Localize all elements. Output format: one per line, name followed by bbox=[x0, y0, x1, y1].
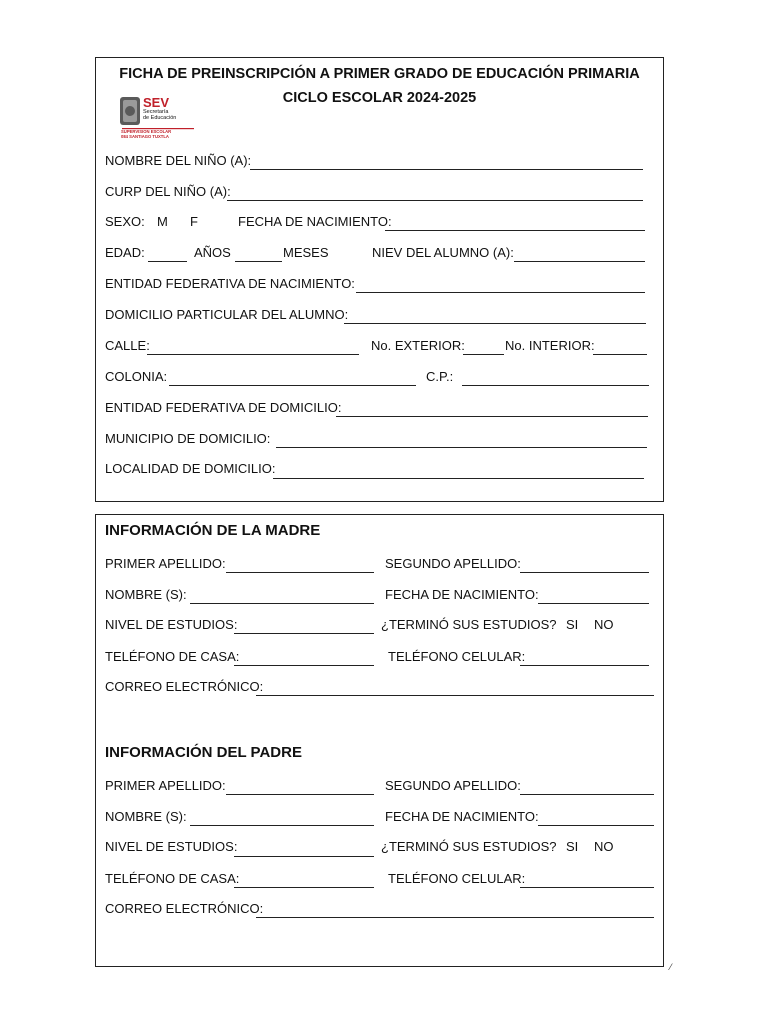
mother-birth-label: FECHA DE NACIMIENTO: bbox=[385, 587, 539, 602]
logo-sub2: 084 SANTIAGO TUXTLA bbox=[121, 134, 169, 139]
father-names-label: NOMBRE (S): bbox=[105, 809, 187, 824]
mother-cell-phone-label: TELÉFONO CELULAR: bbox=[388, 649, 526, 664]
home-state-label: ENTIDAD FEDERATIVA DE DOMICILIO: bbox=[105, 400, 342, 415]
page-edge-mark: ⁄ bbox=[670, 962, 672, 972]
father-email-label: CORREO ELECTRÓNICO: bbox=[105, 901, 264, 916]
years-label: AÑOS bbox=[194, 245, 231, 260]
zip-label: C.P.: bbox=[426, 369, 454, 384]
father-last2-label: SEGUNDO APELLIDO: bbox=[385, 778, 521, 793]
mother-email-label: CORREO ELECTRÓNICO: bbox=[105, 679, 264, 694]
birth-state-field[interactable] bbox=[356, 292, 645, 293]
birth-date-label: FECHA DE NACIMIENTO: bbox=[238, 214, 392, 229]
father-names-field[interactable] bbox=[190, 825, 374, 826]
logo-brand: SEV bbox=[143, 95, 170, 110]
father-last2-field[interactable] bbox=[520, 794, 654, 795]
mother-home-phone-field[interactable] bbox=[234, 665, 374, 666]
mother-last1-label: PRIMER APELLIDO: bbox=[105, 556, 226, 571]
father-finished-label: ¿TERMINÓ SUS ESTUDIOS? bbox=[381, 839, 557, 854]
mother-finished-label: ¿TERMINÓ SUS ESTUDIOS? bbox=[381, 617, 557, 632]
home-state-field[interactable] bbox=[336, 416, 648, 417]
mother-last2-field[interactable] bbox=[520, 572, 649, 573]
mother-names-field[interactable] bbox=[190, 603, 374, 604]
father-cell-phone-field[interactable] bbox=[520, 887, 654, 888]
father-last1-field[interactable] bbox=[226, 794, 374, 795]
street-field[interactable] bbox=[147, 354, 359, 355]
locality-field[interactable] bbox=[273, 478, 644, 479]
mother-finished-yes[interactable]: SI bbox=[566, 617, 579, 632]
mother-heading: INFORMACIÓN DE LA MADRE bbox=[105, 522, 321, 539]
municipality-field[interactable] bbox=[276, 447, 647, 448]
curp-field[interactable] bbox=[227, 200, 643, 201]
mother-cell-phone-field[interactable] bbox=[520, 665, 649, 666]
father-birth-label: FECHA DE NACIMIENTO: bbox=[385, 809, 539, 824]
mother-education-field[interactable] bbox=[234, 633, 374, 634]
mother-names-label: NOMBRE (S): bbox=[105, 587, 187, 602]
father-email-field[interactable] bbox=[256, 917, 654, 918]
age-years-field[interactable] bbox=[148, 261, 187, 262]
int-number-field[interactable] bbox=[593, 354, 647, 355]
ext-number-label: No. EXTERIOR: bbox=[371, 338, 465, 353]
mother-last2-label: SEGUNDO APELLIDO: bbox=[385, 556, 521, 571]
curp-label: CURP DEL NIÑO (A): bbox=[105, 184, 231, 199]
colony-label: COLONIA: bbox=[105, 369, 168, 384]
sev-logo bbox=[118, 96, 198, 140]
parents-section bbox=[95, 514, 664, 967]
child-name-label: NOMBRE DEL NIÑO (A): bbox=[105, 153, 252, 168]
logo-line1: Secretaría bbox=[143, 109, 169, 115]
birth-date-field[interactable] bbox=[385, 230, 645, 231]
street-label: CALLE: bbox=[105, 338, 150, 353]
logo-sub1: SUPERVISION ESCOLAR bbox=[121, 129, 172, 134]
student-level-label: NIEV DEL ALUMNO (A): bbox=[372, 245, 514, 260]
student-level-field[interactable] bbox=[514, 261, 645, 262]
mother-finished-no[interactable]: NO bbox=[594, 617, 614, 632]
mother-email-field[interactable] bbox=[256, 695, 654, 696]
address-label: DOMICILIO PARTICULAR DEL ALUMNO: bbox=[105, 307, 349, 322]
father-education-label: NIVEL DE ESTUDIOS: bbox=[105, 839, 238, 854]
father-finished-no[interactable]: NO bbox=[594, 839, 614, 854]
mother-home-phone-label: TELÉFONO DE CASA: bbox=[105, 649, 240, 664]
mother-last1-field[interactable] bbox=[226, 572, 374, 573]
father-finished-yes[interactable]: SI bbox=[566, 839, 579, 854]
months-label: MESES bbox=[283, 245, 329, 260]
sex-label: SEXO: bbox=[105, 214, 145, 229]
colony-field[interactable] bbox=[169, 385, 416, 386]
father-last1-label: PRIMER APELLIDO: bbox=[105, 778, 226, 793]
child-name-field[interactable] bbox=[250, 169, 643, 170]
logo-line2: de Educación bbox=[143, 115, 177, 121]
locality-label: LOCALIDAD DE DOMICILIO: bbox=[105, 461, 276, 476]
father-heading: INFORMACIÓN DEL PADRE bbox=[105, 744, 302, 761]
ext-number-field[interactable] bbox=[463, 354, 504, 355]
sex-option-f[interactable]: F bbox=[190, 214, 198, 229]
student-section bbox=[95, 57, 664, 502]
mother-birth-field[interactable] bbox=[538, 603, 649, 604]
address-field[interactable] bbox=[344, 323, 646, 324]
sex-option-m[interactable]: M bbox=[157, 214, 168, 229]
int-number-label: No. INTERIOR: bbox=[505, 338, 595, 353]
form-title: FICHA DE PREINSCRIPCIÓN A PRIMER GRADO DE EDUCACIÓN PRIMARIA bbox=[119, 66, 640, 82]
father-birth-field[interactable] bbox=[538, 825, 654, 826]
father-education-field[interactable] bbox=[234, 856, 374, 857]
age-label: EDAD: bbox=[105, 245, 145, 260]
father-cell-phone-label: TELÉFONO CELULAR: bbox=[388, 871, 526, 886]
municipality-label: MUNICIPIO DE DOMICILIO: bbox=[105, 431, 271, 446]
birth-state-label: ENTIDAD FEDERATIVA DE NACIMIENTO: bbox=[105, 276, 355, 291]
father-home-phone-field[interactable] bbox=[234, 887, 374, 888]
age-months-field[interactable] bbox=[235, 261, 282, 262]
father-home-phone-label: TELÉFONO DE CASA: bbox=[105, 871, 240, 886]
school-cycle: CICLO ESCOLAR 2024-2025 bbox=[282, 90, 477, 106]
mother-education-label: NIVEL DE ESTUDIOS: bbox=[105, 617, 238, 632]
zip-field[interactable] bbox=[462, 385, 649, 386]
